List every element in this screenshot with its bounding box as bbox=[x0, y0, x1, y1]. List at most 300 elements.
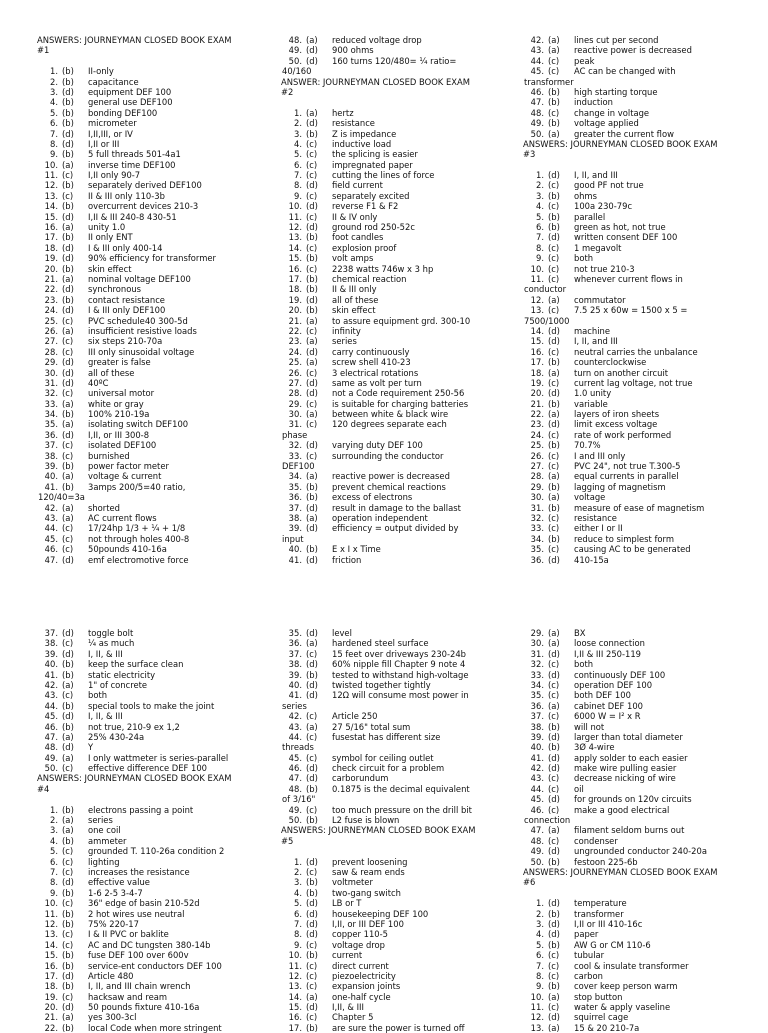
answer-text: separately excited bbox=[332, 190, 410, 201]
answer-text: not true, 210-9 ex 1,2 bbox=[88, 721, 180, 732]
answer-item bbox=[523, 492, 765, 502]
answer-item bbox=[37, 149, 279, 159]
answer-letter: (a) bbox=[62, 512, 74, 523]
question-number: 30. bbox=[530, 492, 544, 503]
answer-letter: (d) bbox=[548, 170, 560, 181]
answer-text: 1-6 2-5 3-4-7 bbox=[88, 887, 143, 898]
answer-item bbox=[37, 971, 279, 981]
spacer bbox=[523, 888, 765, 898]
answer-item bbox=[281, 336, 523, 346]
question-number: 5. bbox=[50, 846, 58, 857]
question-number: 2. bbox=[536, 180, 544, 191]
answer-text: ¼ as much bbox=[88, 638, 135, 649]
answer-continuation: 7500/1000 bbox=[524, 315, 570, 326]
answer-item bbox=[523, 950, 765, 960]
answer-letter: (d) bbox=[306, 222, 318, 233]
answer-text: voltage bbox=[574, 492, 606, 503]
answer-item bbox=[281, 961, 523, 971]
answer-text: both DEF 100 bbox=[574, 690, 631, 701]
question-number: 37. bbox=[288, 502, 302, 513]
answer-item bbox=[281, 1002, 523, 1012]
answer-text: oil bbox=[574, 783, 584, 794]
question-number: 35. bbox=[44, 419, 58, 430]
answer-text: temperature bbox=[574, 898, 627, 909]
answer-letter: (a) bbox=[548, 991, 560, 1002]
question-number: 28. bbox=[530, 471, 544, 482]
answer-item bbox=[37, 690, 279, 700]
answer-letter: (d) bbox=[62, 628, 74, 638]
answer-letter: (a) bbox=[62, 825, 74, 836]
answer-letter: (d) bbox=[306, 1002, 318, 1013]
answer-letter: (a) bbox=[306, 991, 318, 1002]
answer-text: 27 5/16" total sum bbox=[332, 721, 411, 732]
answer-text: 3 electrical rotations bbox=[332, 367, 419, 378]
question-number: 2. bbox=[294, 118, 302, 129]
answer-item bbox=[523, 523, 765, 533]
answer-item bbox=[523, 628, 765, 638]
answer-item bbox=[523, 440, 765, 450]
answer-letter: (c) bbox=[306, 263, 318, 274]
answer-item bbox=[37, 316, 279, 326]
answer-text: inductive load bbox=[332, 138, 392, 149]
answer-item bbox=[281, 191, 523, 201]
answer-text: will not bbox=[574, 721, 605, 732]
answer-letter: (a) bbox=[62, 159, 74, 170]
answer-text: skin effect bbox=[88, 263, 132, 274]
answer-letter: (c) bbox=[306, 149, 318, 160]
answer-text: shorted bbox=[88, 502, 120, 513]
answer-text: toggle bolt bbox=[88, 628, 134, 638]
answer-text: causing AC to be generated bbox=[574, 544, 691, 555]
question-number: 3. bbox=[294, 128, 302, 139]
question-number: 10. bbox=[530, 263, 544, 274]
answer-item bbox=[37, 722, 279, 732]
question-number: 18. bbox=[530, 367, 544, 378]
question-number: 35. bbox=[530, 544, 544, 555]
answer-item bbox=[281, 544, 523, 554]
question-number: 34. bbox=[288, 471, 302, 482]
answer-letter: (b) bbox=[306, 783, 318, 794]
answer-item bbox=[523, 971, 765, 981]
answer-letter: (c) bbox=[548, 523, 560, 534]
exam-heading: ANSWERS: JOURNEYMAN CLOSED BOOK EXAM bbox=[523, 866, 718, 877]
answer-letter: (d) bbox=[548, 554, 560, 565]
answer-letter: (c) bbox=[306, 981, 318, 992]
answer-letter: (b) bbox=[62, 669, 74, 680]
answer-item bbox=[523, 212, 765, 222]
answer-letter: (a) bbox=[548, 294, 560, 305]
question-number: 12. bbox=[530, 1012, 544, 1023]
question-number: 40. bbox=[530, 742, 544, 753]
answer-item bbox=[281, 45, 523, 55]
answer-item bbox=[281, 628, 523, 638]
answer-text: 36" edge of basin 210-52d bbox=[88, 898, 200, 909]
answer-letter: (d) bbox=[548, 918, 560, 929]
question-number: 25. bbox=[530, 440, 544, 451]
answer-item bbox=[523, 378, 765, 388]
question-number: 29. bbox=[530, 628, 544, 638]
answer-letter: (c) bbox=[548, 242, 560, 253]
answer-item bbox=[523, 857, 765, 867]
answer-letter: (d) bbox=[62, 377, 74, 388]
answer-letter: (b) bbox=[306, 232, 318, 243]
answer-text: 3amps 200/5=40 ratio, bbox=[88, 481, 186, 492]
answer-text: AC and DC tungsten 380-14b bbox=[88, 939, 211, 950]
answer-text: 1" of concrete bbox=[88, 679, 148, 690]
question-number: 40. bbox=[44, 659, 58, 670]
answer-item bbox=[523, 45, 765, 55]
answer-letter: (c) bbox=[62, 388, 74, 399]
answer-item bbox=[523, 482, 765, 492]
answer-item bbox=[523, 722, 765, 732]
answer-text: all of these bbox=[332, 294, 379, 305]
answer-item bbox=[37, 305, 279, 315]
exam-heading: ANSWER: JOURNEYMAN CLOSED BOOK EXAM bbox=[281, 76, 470, 87]
question-number: 37. bbox=[44, 440, 58, 451]
answer-item bbox=[523, 690, 765, 700]
answer-item bbox=[523, 534, 765, 544]
question-number: 9. bbox=[536, 981, 544, 992]
question-number: 17. bbox=[44, 970, 58, 981]
answer-item bbox=[37, 763, 279, 773]
answer-text: six steps 210-70a bbox=[88, 336, 163, 347]
answer-letter: (d) bbox=[62, 242, 74, 253]
answer-letter: (d) bbox=[62, 253, 74, 264]
question-number: 5. bbox=[536, 939, 544, 950]
answer-text: insufficient resistive loads bbox=[88, 325, 197, 336]
answer-letter: (c) bbox=[548, 461, 560, 472]
answer-letter: (d) bbox=[306, 628, 318, 638]
answer-item bbox=[523, 513, 765, 523]
answer-item bbox=[523, 399, 765, 409]
answer-letter: (d) bbox=[306, 388, 318, 399]
answer-letter: (b) bbox=[306, 273, 318, 284]
answer-text: measure of ease of magnetism bbox=[574, 502, 705, 513]
answer-text: varying duty DEF 100 bbox=[332, 440, 423, 451]
answer-letter: (a) bbox=[306, 721, 318, 732]
answer-letter: (c) bbox=[306, 752, 318, 763]
answer-item bbox=[281, 940, 523, 950]
answer-item bbox=[523, 368, 765, 378]
answer-letter: (c) bbox=[62, 440, 74, 451]
answer-text: emf electromotive force bbox=[88, 554, 189, 565]
answer-item bbox=[281, 711, 523, 721]
answer-letter: (b) bbox=[62, 409, 74, 420]
answer-text: current lag voltage, not true bbox=[574, 377, 693, 388]
answer-item bbox=[37, 846, 279, 856]
question-number: 43. bbox=[530, 773, 544, 784]
answer-text: induction bbox=[574, 97, 613, 108]
answer-item bbox=[523, 992, 765, 1002]
answer-text: 15 & 20 210-7a bbox=[574, 1022, 640, 1033]
question-number: 49. bbox=[530, 846, 544, 857]
answer-item bbox=[523, 649, 765, 659]
question-number: 28. bbox=[288, 388, 302, 399]
answer-text: check circuit for a problem bbox=[332, 763, 445, 774]
answer-letter: (d) bbox=[548, 419, 560, 430]
answer-item bbox=[37, 253, 279, 263]
answer-item bbox=[37, 513, 279, 523]
answer-item bbox=[37, 555, 279, 565]
answer-letter: (c) bbox=[548, 107, 560, 118]
answer-letter: (d) bbox=[62, 711, 74, 722]
question-number: 3. bbox=[50, 86, 58, 97]
answer-letter: (d) bbox=[62, 128, 74, 139]
answer-item bbox=[523, 929, 765, 939]
question-number: 42. bbox=[530, 763, 544, 774]
answer-text: bonding DEF100 bbox=[88, 107, 158, 118]
question-number: 5. bbox=[536, 211, 544, 222]
answer-item bbox=[37, 419, 279, 429]
answer-letter: (c) bbox=[306, 325, 318, 336]
question-number: 30. bbox=[288, 409, 302, 420]
answer-item bbox=[281, 201, 523, 211]
answer-letter: (c) bbox=[306, 711, 318, 722]
question-number: 37. bbox=[288, 648, 302, 659]
answer-text: nominal voltage DEF100 bbox=[88, 273, 191, 284]
answer-item bbox=[37, 670, 279, 680]
answer-text: continuously DEF 100 bbox=[574, 669, 666, 680]
answer-text: twisted together tightly bbox=[332, 679, 431, 690]
answer-text: for grounds on 120v circuits bbox=[574, 794, 692, 805]
answer-text: inverse time DEF100 bbox=[88, 159, 176, 170]
answer-continuation: connection bbox=[524, 815, 571, 826]
answer-letter: (b) bbox=[548, 190, 560, 201]
answer-letter: (d) bbox=[306, 180, 318, 191]
question-number: 15. bbox=[288, 253, 302, 264]
answer-text: written consent DEF 100 bbox=[574, 232, 678, 243]
answer-text: cool & insulate transformer bbox=[574, 960, 689, 971]
question-number: 11. bbox=[288, 211, 302, 222]
question-number: 24. bbox=[44, 305, 58, 316]
answer-item bbox=[37, 378, 279, 388]
question-number: 8. bbox=[50, 138, 58, 149]
answer-text: series bbox=[332, 336, 357, 347]
question-number: 26. bbox=[44, 325, 58, 336]
answer-letter: (d) bbox=[306, 201, 318, 212]
question-number: 7. bbox=[536, 232, 544, 243]
answer-text: 2238 watts 746w x 3 hp bbox=[332, 263, 434, 274]
question-number: 2. bbox=[50, 815, 58, 826]
question-number: 44. bbox=[530, 55, 544, 66]
question-number: 17. bbox=[288, 1022, 302, 1033]
answer-item bbox=[523, 222, 765, 232]
answer-text: lines cut per second bbox=[574, 35, 659, 45]
answer-letter: (a) bbox=[306, 336, 318, 347]
answer-item bbox=[523, 97, 765, 107]
answer-text: carbon bbox=[574, 970, 603, 981]
answer-text: I,II, & III bbox=[332, 1002, 364, 1013]
answer-letter: (a) bbox=[306, 638, 318, 649]
answer-text: PVC schedule40 300-5d bbox=[88, 315, 188, 326]
answer-letter: (d) bbox=[62, 648, 74, 659]
answer-letter: (b) bbox=[62, 908, 74, 919]
answer-item bbox=[523, 555, 765, 565]
answer-letter: (c) bbox=[62, 336, 74, 347]
answer-letter: (d) bbox=[548, 1012, 560, 1023]
answer-text: service-ent conductors DEF 100 bbox=[88, 960, 222, 971]
answer-letter: (d) bbox=[306, 763, 318, 774]
question-number: 48. bbox=[288, 783, 302, 794]
answer-continuation: series bbox=[282, 700, 307, 711]
answer-item bbox=[523, 108, 765, 118]
answer-item bbox=[281, 680, 523, 690]
answer-item bbox=[37, 815, 279, 825]
answer-item bbox=[37, 742, 279, 752]
answer-text: II-only bbox=[88, 66, 114, 77]
answer-letter: (b) bbox=[548, 533, 560, 544]
question-number: 20. bbox=[530, 388, 544, 399]
answer-text: skin effect bbox=[332, 305, 376, 316]
answer-item bbox=[281, 503, 523, 513]
question-number: 7. bbox=[50, 128, 58, 139]
question-number: 26. bbox=[530, 450, 544, 461]
answer-text: good PF not true bbox=[574, 180, 644, 191]
answer-text: 75% 220-17 bbox=[88, 918, 139, 929]
answer-letter: (c) bbox=[62, 533, 74, 544]
question-number: 25. bbox=[288, 357, 302, 368]
answer-item bbox=[281, 149, 523, 159]
answer-item bbox=[523, 388, 765, 398]
answer-text: II & III only bbox=[332, 284, 377, 295]
answer-letter: (a) bbox=[62, 731, 74, 742]
answer-item bbox=[281, 471, 523, 481]
answer-text: 100% 210-19a bbox=[88, 409, 150, 420]
question-number: 18. bbox=[44, 242, 58, 253]
answer-item bbox=[281, 670, 523, 680]
answer-letter: (c) bbox=[548, 835, 560, 846]
answer-item bbox=[281, 555, 523, 565]
answer-text: 1 megavolt bbox=[574, 242, 622, 253]
question-number: 11. bbox=[44, 170, 58, 181]
question-number: 16. bbox=[288, 1012, 302, 1023]
answer-letter: (d) bbox=[62, 1002, 74, 1013]
answer-letter: (d) bbox=[548, 898, 560, 909]
question-number: 7. bbox=[536, 960, 544, 971]
answer-letter: (a) bbox=[548, 492, 560, 503]
answer-text: universal motor bbox=[88, 388, 155, 399]
question-number: 13. bbox=[44, 190, 58, 201]
answer-item bbox=[523, 305, 765, 315]
answer-text: 2 hot wires use neutral bbox=[88, 908, 185, 919]
answer-letter: (c) bbox=[548, 690, 560, 701]
answer-text: fusestat has different size bbox=[332, 731, 441, 742]
answer-letter: (d) bbox=[306, 440, 318, 451]
answer-letter: (b) bbox=[62, 66, 74, 77]
answer-item bbox=[37, 482, 279, 492]
answer-letter: (b) bbox=[306, 284, 318, 295]
answer-item bbox=[37, 659, 279, 669]
answer-item bbox=[281, 649, 523, 659]
answer-letter: (d) bbox=[548, 929, 560, 940]
answer-text: tubular bbox=[574, 950, 605, 961]
answer-item bbox=[281, 316, 523, 326]
answer-text: I, II, and III bbox=[574, 336, 618, 347]
question-number: 19. bbox=[44, 253, 58, 264]
answer-item bbox=[523, 35, 765, 45]
answer-letter: (c) bbox=[548, 55, 560, 66]
answer-continuation: conductor bbox=[524, 284, 567, 295]
answer-letter: (c) bbox=[548, 679, 560, 690]
answer-column bbox=[523, 35, 765, 565]
question-number: 22. bbox=[288, 325, 302, 336]
answer-item bbox=[281, 212, 523, 222]
answer-item bbox=[281, 929, 523, 939]
answer-item bbox=[281, 1023, 523, 1033]
answer-text: piezoelectricity bbox=[332, 970, 396, 981]
answer-item bbox=[523, 191, 765, 201]
question-number: 27. bbox=[288, 377, 302, 388]
question-number: 39. bbox=[288, 523, 302, 534]
question-number: 46. bbox=[44, 544, 58, 555]
answer-letter: (c) bbox=[306, 804, 318, 815]
answer-text: Z is impedance bbox=[332, 128, 397, 139]
answer-text: 410-15a bbox=[574, 554, 609, 565]
question-number: 45. bbox=[44, 533, 58, 544]
question-number: 6. bbox=[294, 159, 302, 170]
question-number: 46. bbox=[44, 721, 58, 732]
answer-item bbox=[281, 378, 523, 388]
question-number: 16. bbox=[288, 263, 302, 274]
answer-letter: (d) bbox=[306, 679, 318, 690]
answer-text: condenser bbox=[574, 835, 618, 846]
answer-item bbox=[281, 971, 523, 981]
question-number: 1. bbox=[536, 898, 544, 909]
answer-letter: (d) bbox=[548, 232, 560, 243]
answer-text: stop button bbox=[574, 991, 623, 1002]
answer-item bbox=[523, 295, 765, 305]
question-number: 3. bbox=[294, 877, 302, 888]
answer-item bbox=[281, 347, 523, 357]
spacer bbox=[523, 160, 765, 170]
answer-letter: (c) bbox=[306, 419, 318, 430]
answer-letter: (d) bbox=[306, 45, 318, 56]
question-number: 14. bbox=[530, 325, 544, 336]
answer-item bbox=[523, 680, 765, 690]
question-number: 23. bbox=[288, 336, 302, 347]
answer-letter: (d) bbox=[306, 502, 318, 513]
answer-letter: (c) bbox=[548, 377, 560, 388]
question-number: 37. bbox=[44, 628, 58, 638]
answer-text: level bbox=[332, 628, 352, 638]
answer-item bbox=[281, 388, 523, 398]
answer-item bbox=[523, 825, 765, 835]
answer-letter: (c) bbox=[306, 138, 318, 149]
answer-item bbox=[37, 191, 279, 201]
answer-item bbox=[523, 419, 765, 429]
answer-text: burnished bbox=[88, 450, 130, 461]
answer-letter: (d) bbox=[306, 929, 318, 940]
answer-item bbox=[37, 523, 279, 533]
answer-text: ohms bbox=[574, 190, 597, 201]
question-number: 44. bbox=[44, 523, 58, 534]
answer-item bbox=[281, 232, 523, 242]
answer-item bbox=[523, 638, 765, 648]
question-number: 12. bbox=[530, 294, 544, 305]
answer-item bbox=[523, 544, 765, 554]
answer-text: make a good electrical bbox=[574, 804, 670, 815]
answer-text: lagging of magnetism bbox=[574, 481, 666, 492]
answer-letter: (a) bbox=[62, 398, 74, 409]
answer-item bbox=[37, 388, 279, 398]
answer-item bbox=[281, 180, 523, 190]
question-number: 23. bbox=[530, 419, 544, 430]
question-number: 21. bbox=[288, 315, 302, 326]
answer-item bbox=[37, 940, 279, 950]
answer-text: between white & black wire bbox=[332, 409, 449, 420]
answer-item bbox=[523, 243, 765, 253]
answer-letter: (c) bbox=[548, 180, 560, 191]
